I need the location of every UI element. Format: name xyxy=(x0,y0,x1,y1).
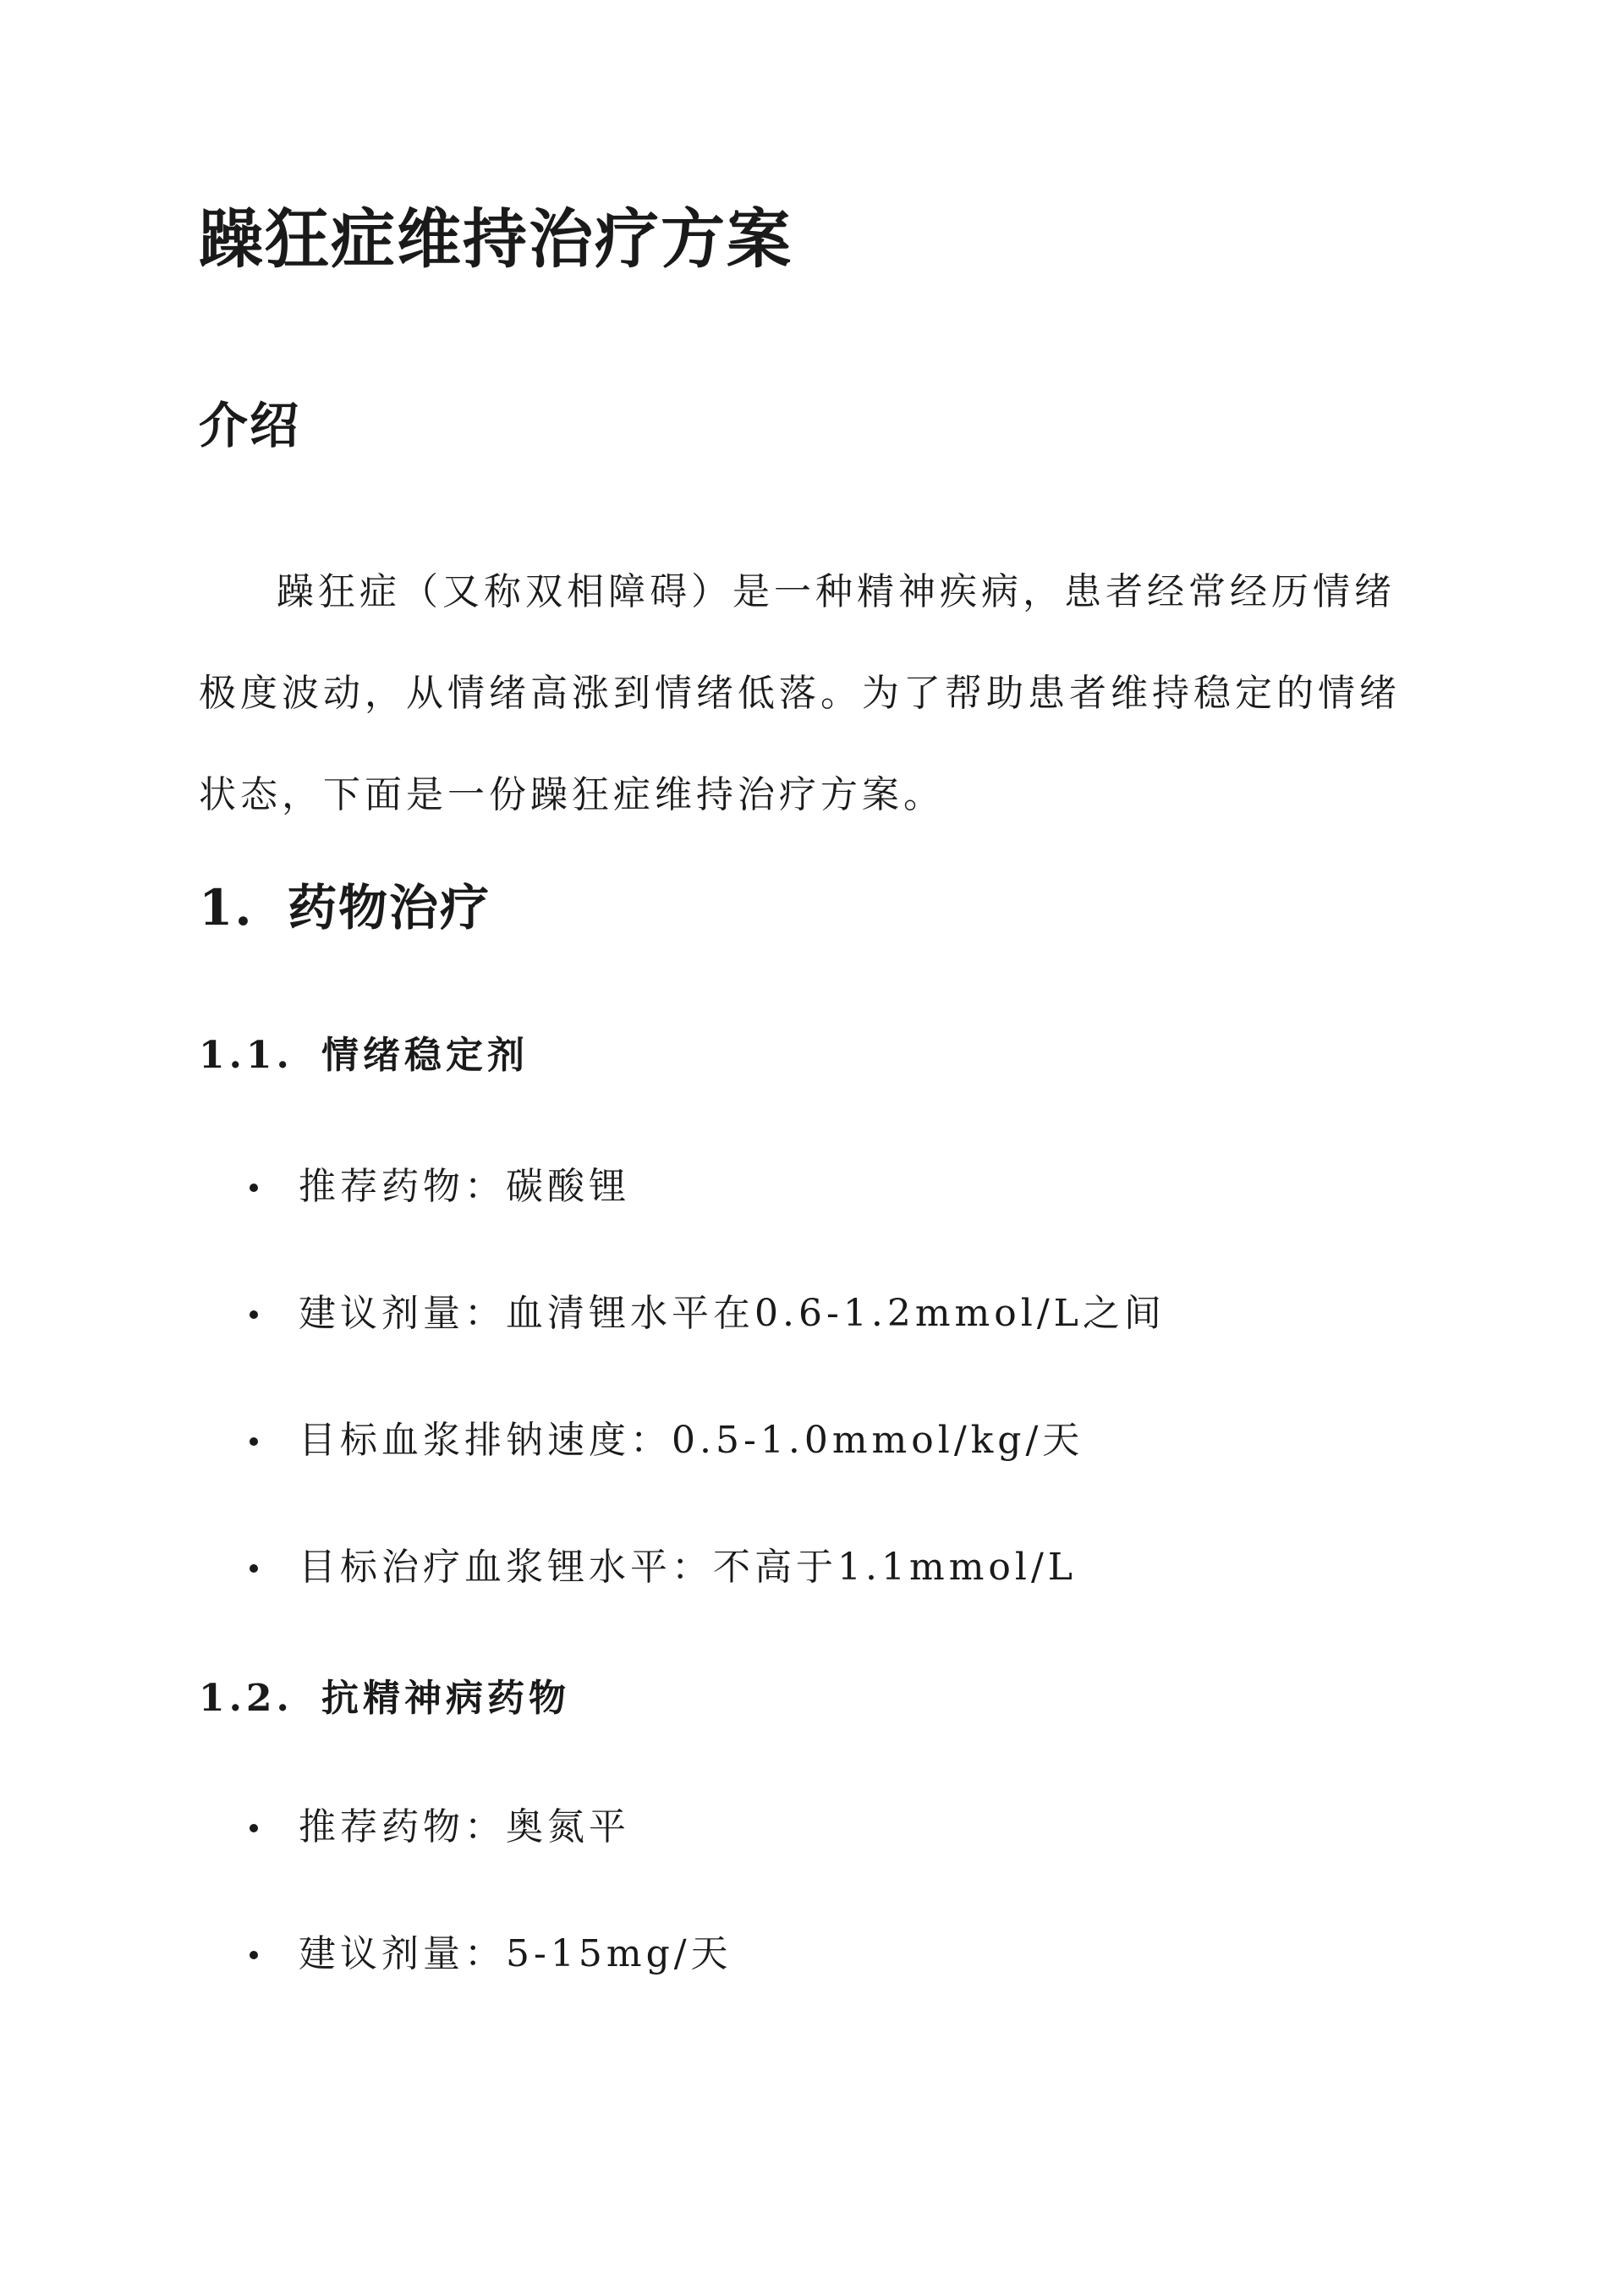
subsection-heading-antipsychotics xyxy=(199,1669,570,1728)
intro-paragraph xyxy=(199,541,1425,846)
list-item-text: 建议剂量：血清锂水平在0.6-1.2mmol/L之间 xyxy=(299,1292,1166,1335)
document-title: 躁狂症维持治疗方案 xyxy=(199,201,793,277)
section-title: 药物治疗 xyxy=(288,879,491,937)
intro-line: 极度波动，从情绪高涨到情绪低落。为了帮助患者维持稳定的情绪 xyxy=(199,672,1401,715)
subsection-number: 1.1. xyxy=(199,1034,294,1077)
list-item-text: 推荐药物：碳酸锂 xyxy=(299,1165,630,1208)
subsection-heading-mood-stabilizers xyxy=(199,1026,529,1085)
intro-line: 状态，下面是一份躁狂症维持治疗方案。 xyxy=(199,773,945,816)
document-page xyxy=(199,0,1425,2296)
bullet-icon xyxy=(250,1310,258,1319)
subsection-title: 抗精神病药物 xyxy=(321,1677,570,1720)
bullet-icon xyxy=(250,1437,258,1446)
section-number: 1. xyxy=(199,879,254,937)
bullet-icon xyxy=(250,1824,258,1832)
intro-line: 躁狂症（又称双相障碍）是一种精神疾病，患者经常经历情绪 xyxy=(277,570,1396,613)
subsection-number: 1.2. xyxy=(199,1677,294,1720)
bullet-icon xyxy=(250,1564,258,1573)
intro-heading: 介绍 xyxy=(199,397,301,454)
list-item-text: 推荐药物：奥氮平 xyxy=(299,1805,630,1848)
list-item-text: 目标治疗血浆锂水平：不高于1.1mmol/L xyxy=(299,1546,1078,1589)
list-item-text: 建议剂量：5-15mg/天 xyxy=(299,1932,732,1975)
bullet-icon xyxy=(250,1951,258,1959)
list-item-text: 目标血浆排钠速度：0.5-1.0mmol/kg/天 xyxy=(299,1419,1084,1462)
bullet-icon xyxy=(250,1184,258,1192)
subsection-title: 情绪稳定剂 xyxy=(321,1034,529,1077)
section-heading-medication xyxy=(199,874,491,942)
